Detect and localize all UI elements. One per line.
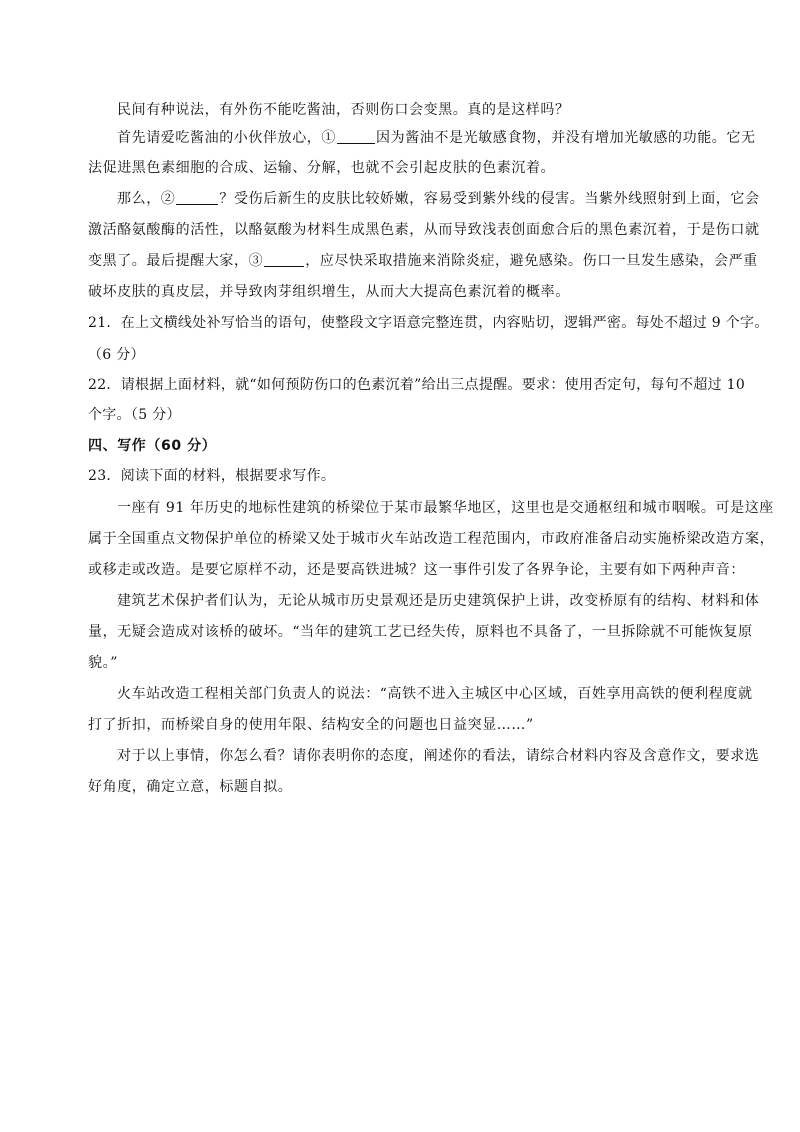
material-text: 打了折扣，而桥梁自身的使用年限、结构安全的问题也日益突显……”	[88, 717, 534, 733]
question-21-score	[88, 345, 720, 365]
material-line-9	[117, 746, 760, 766]
material-text: 属于全国重点文物保护单位的桥梁又处于城市火车站改造工程范围内，市政府准备启动实施桥梁改造方案，	[88, 531, 775, 547]
passage-line-5	[88, 220, 760, 240]
section-heading	[88, 436, 720, 456]
question-text: 21．在上文横线处补写恰当的语句，使整段文字语意完整连贯，内容贴切，逻辑严密。每处不超过 9 个字。	[88, 315, 769, 331]
passage-text: 首先请爱吃酱油的小伙伴放心，①	[117, 130, 336, 146]
passage-line-7	[88, 282, 720, 302]
passage-line-2	[117, 128, 756, 148]
passage-text: 那么，②	[117, 191, 176, 207]
question-22	[88, 375, 746, 395]
passage-line-4	[117, 189, 760, 209]
answer-blank-1[interactable]	[337, 129, 375, 144]
passage-text: 变黑了。最后提醒大家，③	[88, 253, 264, 269]
material-line-1	[117, 498, 774, 518]
material-line-10	[88, 777, 720, 797]
material-line-2	[88, 529, 775, 549]
material-text: 量，无疑会造成对该桥的破坏。“当年的建筑工艺已经失传，原料也不具备了，一旦拆除就不可能恢复原	[88, 624, 753, 640]
answer-blank-2[interactable]	[176, 190, 218, 205]
passage-text: ？受伤后新生的皮肤比较娇嫩，容易受到紫外线的侵害。当紫外线照射到上面，它会	[219, 191, 760, 207]
material-text: 对于以上事情，你怎么看？请你表明你的态度，阐述你的看法，请综合材料内容及含意作文，要求选	[117, 748, 760, 764]
question-text: 个字。（5 分）	[88, 407, 181, 423]
question-23	[88, 466, 720, 486]
material-line-5	[88, 622, 753, 642]
passage-text: 法促进黑色素细胞的合成、运输、分解，也就不会引起皮肤的色素沉着。	[88, 160, 556, 176]
material-text: 或移走或改造。是要它原样不动，还是要高铁进城？这一事件引发了各界争论，主要有如下两种声音：	[88, 562, 745, 578]
answer-blank-3[interactable]	[264, 252, 304, 267]
passage-line-6	[88, 251, 758, 271]
passage-text: 激活酪氨酸酶的活性，以酪氨酸为材料生成黑色素，从而导致浅表创面愈合后的黑色素沉着，于是伤口就	[88, 222, 760, 238]
passage-line-1	[117, 100, 720, 120]
material-text: 好角度，确定立意，标题自拟。	[88, 779, 293, 795]
passage-line-3	[88, 158, 720, 178]
passage-text: 因为酱油不是光敏感食物，并没有增加光敏感的功能。它无	[376, 130, 756, 146]
question-text: 23．阅读下面的材料，根据要求写作。	[88, 468, 336, 484]
passage-text: 破坏皮肤的真皮层，并导致肉芽组织增生，从而大大提高色素沉着的概率。	[88, 284, 570, 300]
question-text: 22．请根据上面材料，就“如何预防伤口的色素沉着”给出三点提醒。要求：使用否定句，每句不超过 10	[88, 377, 746, 393]
passage-text: ，应尽快采取措施来消除炎症，避免感染。伤口一旦发生感染，会严重	[305, 253, 758, 269]
question-21	[88, 313, 769, 333]
material-text: 一座有 91 年历史的地标性建筑的桥梁位于某市最繁华地区，这里也是交通枢纽和城市咽喉。可是这座	[117, 500, 774, 516]
question-text: （6 分）	[88, 347, 145, 363]
material-text: 建筑艺术保护者们认为，无论从城市历史景观还是历史建筑保护上讲，改变桥原有的结构、材料和体	[117, 593, 760, 609]
material-text: 貌。”	[88, 655, 118, 671]
question-22-cont	[88, 405, 720, 425]
material-text: 火车站改造工程相关部门负责人的说法：“高铁不进入主城区中心区域，百姓享用高铁的便利程度就	[117, 686, 753, 702]
material-line-7	[117, 684, 753, 704]
material-line-3	[88, 560, 745, 580]
material-line-6	[88, 653, 720, 673]
passage-text: 民间有种说法，有外伤不能吃酱油，否则伤口会变黑。真的是这样吗？	[117, 102, 570, 118]
material-line-4	[117, 591, 760, 611]
section-title: 四、写作（60 分）	[88, 438, 217, 454]
material-line-8	[88, 715, 720, 735]
